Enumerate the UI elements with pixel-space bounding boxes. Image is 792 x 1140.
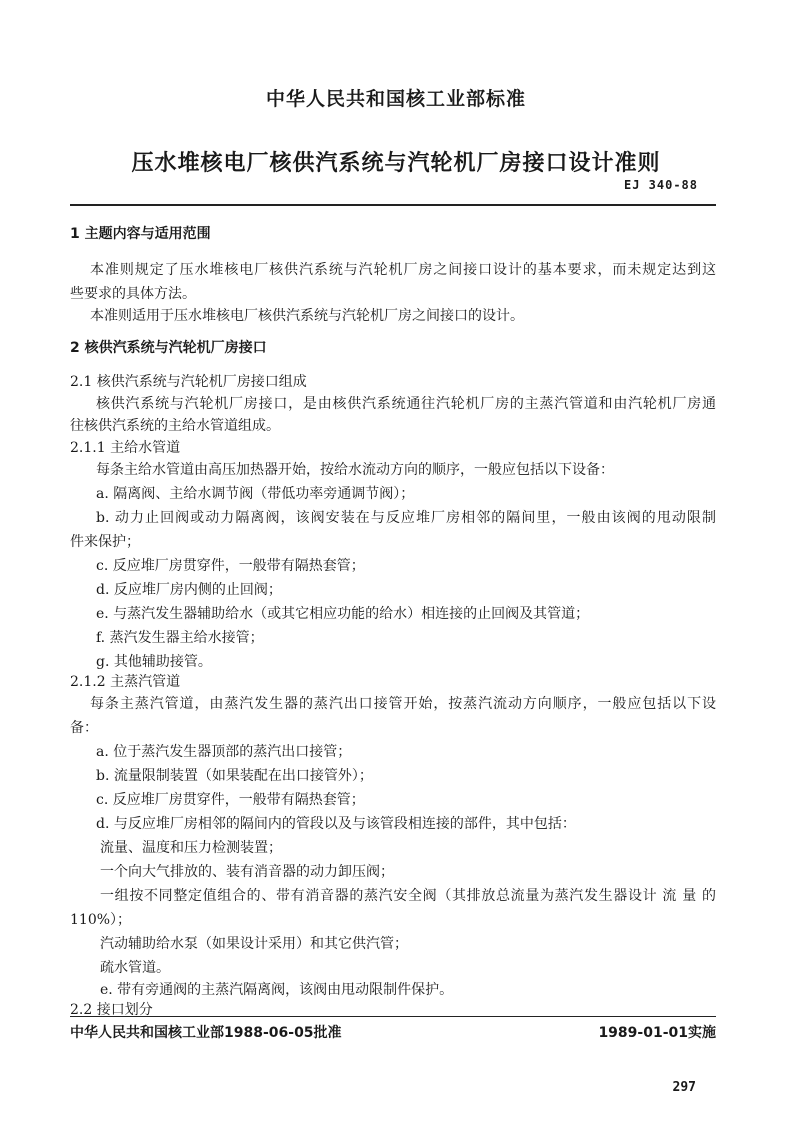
standard-header: 中华人民共和国核工业部标准: [265, 88, 526, 110]
list-item-2-1-2-c: c. 反应堆厂房贯穿件，一般带有隔热套管；: [96, 792, 365, 808]
effective-date: 1989-01-01实施: [598, 1025, 716, 1041]
section-2-1-paragraph-b: 往核供汽系统的主给水管道组成。: [70, 418, 280, 434]
list-item-2-1-1-f: f. 蒸汽发生器主给水接管；: [96, 630, 264, 646]
list-item-2-1-1-b-line-2: 件来保护；: [70, 534, 140, 550]
top-divider: [70, 204, 716, 206]
list-item-2-1-2-d-sub-4: 汽动辅助给水泵（如果设计采用）和其它供汽管；: [100, 936, 408, 952]
section-2-1-1-intro: 每条主给水管道由高压加热器开始，按给水流动方向的顺序，一般应包括以下设备：: [96, 462, 614, 478]
section-1-paragraph-2: 本准则适用于压水堆核电厂核供汽系统与汽轮机厂房之间接口的设计。: [90, 308, 524, 324]
approval-date: 中华人民共和国核工业部1988-06-05批准: [70, 1025, 342, 1041]
section-2-1-2-heading: 2.1.2 主蒸汽管道: [70, 674, 181, 690]
list-item-2-1-2-a: a. 位于蒸汽发生器顶部的蒸汽出口接管；: [96, 744, 352, 760]
list-item-2-1-1-g: g. 其他辅助接管。: [96, 654, 212, 670]
footer-divider: [70, 1016, 716, 1017]
section-2-1-paragraph-a: 核供汽系统与汽轮机厂房接口，是由核供汽系统通往汽轮机厂房的主蒸汽管道和由汽轮机厂房通: [96, 396, 716, 412]
section-2-1-heading: 2.1 核供汽系统与汽轮机厂房接口组成: [70, 374, 307, 390]
list-item-2-1-2-d-sub-1: 流量、温度和压力检测装置；: [100, 840, 282, 856]
list-item-2-1-2-d-sub-5: 疏水管道。: [100, 960, 170, 976]
list-item-2-1-1-a: a. 隔离阀、主给水调节阀（带低功率旁通调节阀）；: [96, 486, 415, 502]
standard-code: EJ 340-88: [623, 178, 698, 192]
section-1-heading: 1 主题内容与适用范围: [70, 226, 211, 242]
list-item-2-1-2-e: e. 带有旁通阀的主蒸汽隔离阀，该阀由甩动限制件保护。: [100, 982, 454, 998]
list-item-2-1-1-c: c. 反应堆厂房贯穿件，一般带有隔热套管；: [96, 558, 365, 574]
list-item-2-1-1-d: d. 反应堆厂房内侧的止回阀；: [96, 582, 282, 598]
section-1-paragraph-1a: 本准则规定了压水堆核电厂核供汽系统与汽轮机厂房之间接口设计的基本要求，而未规定达到这: [90, 262, 716, 278]
section-2-2-heading: 2.2 接口划分: [70, 1002, 153, 1018]
list-item-2-1-2-d-sub-3-line-2: 110%）；: [70, 912, 132, 928]
list-item-2-1-2-b: b. 流量限制装置（如果装配在出口接管外）；: [96, 768, 373, 784]
section-2-heading: 2 核供汽系统与汽轮机厂房接口: [70, 340, 267, 356]
section-2-1-2-intro-line-2: 备：: [70, 720, 98, 736]
section-1-paragraph-1b: 些要求的具体方法。: [70, 286, 196, 302]
list-item-2-1-1-b-line-1: b. 动力止回阀或动力隔离阀，该阀安装在与反应堆厂房相邻的隔间里，一般由该阀的甩动限制: [96, 510, 716, 526]
list-item-2-1-1-e: e. 与蒸汽发生器辅助给水（或其它相应功能的给水）相连接的止回阀及其管道；: [96, 606, 590, 622]
section-2-1-2-intro-line-1: 每条主蒸汽管道，由蒸汽发生器的蒸汽出口接管开始，按蒸汽流动方向顺序，一般应包括以下设: [90, 696, 716, 712]
list-item-2-1-2-d: d. 与反应堆厂房相邻的隔间内的管段以及与该管段相连接的部件，其中包括：: [96, 816, 576, 832]
section-2-1-1-heading: 2.1.1 主给水管道: [70, 440, 181, 456]
list-item-2-1-2-d-sub-3-line-1: 一组按不同整定值组合的、带有消音器的蒸汽安全阀（其排放总流量为蒸汽发生器设计 流 量 的: [100, 888, 716, 904]
page-number: 297: [672, 1080, 696, 1095]
list-item-2-1-2-d-sub-2: 一个向大气排放的、装有消音器的动力卸压阀；: [100, 864, 394, 880]
document-title: 压水堆核电厂核供汽系统与汽轮机厂房接口设计准则: [131, 150, 661, 176]
